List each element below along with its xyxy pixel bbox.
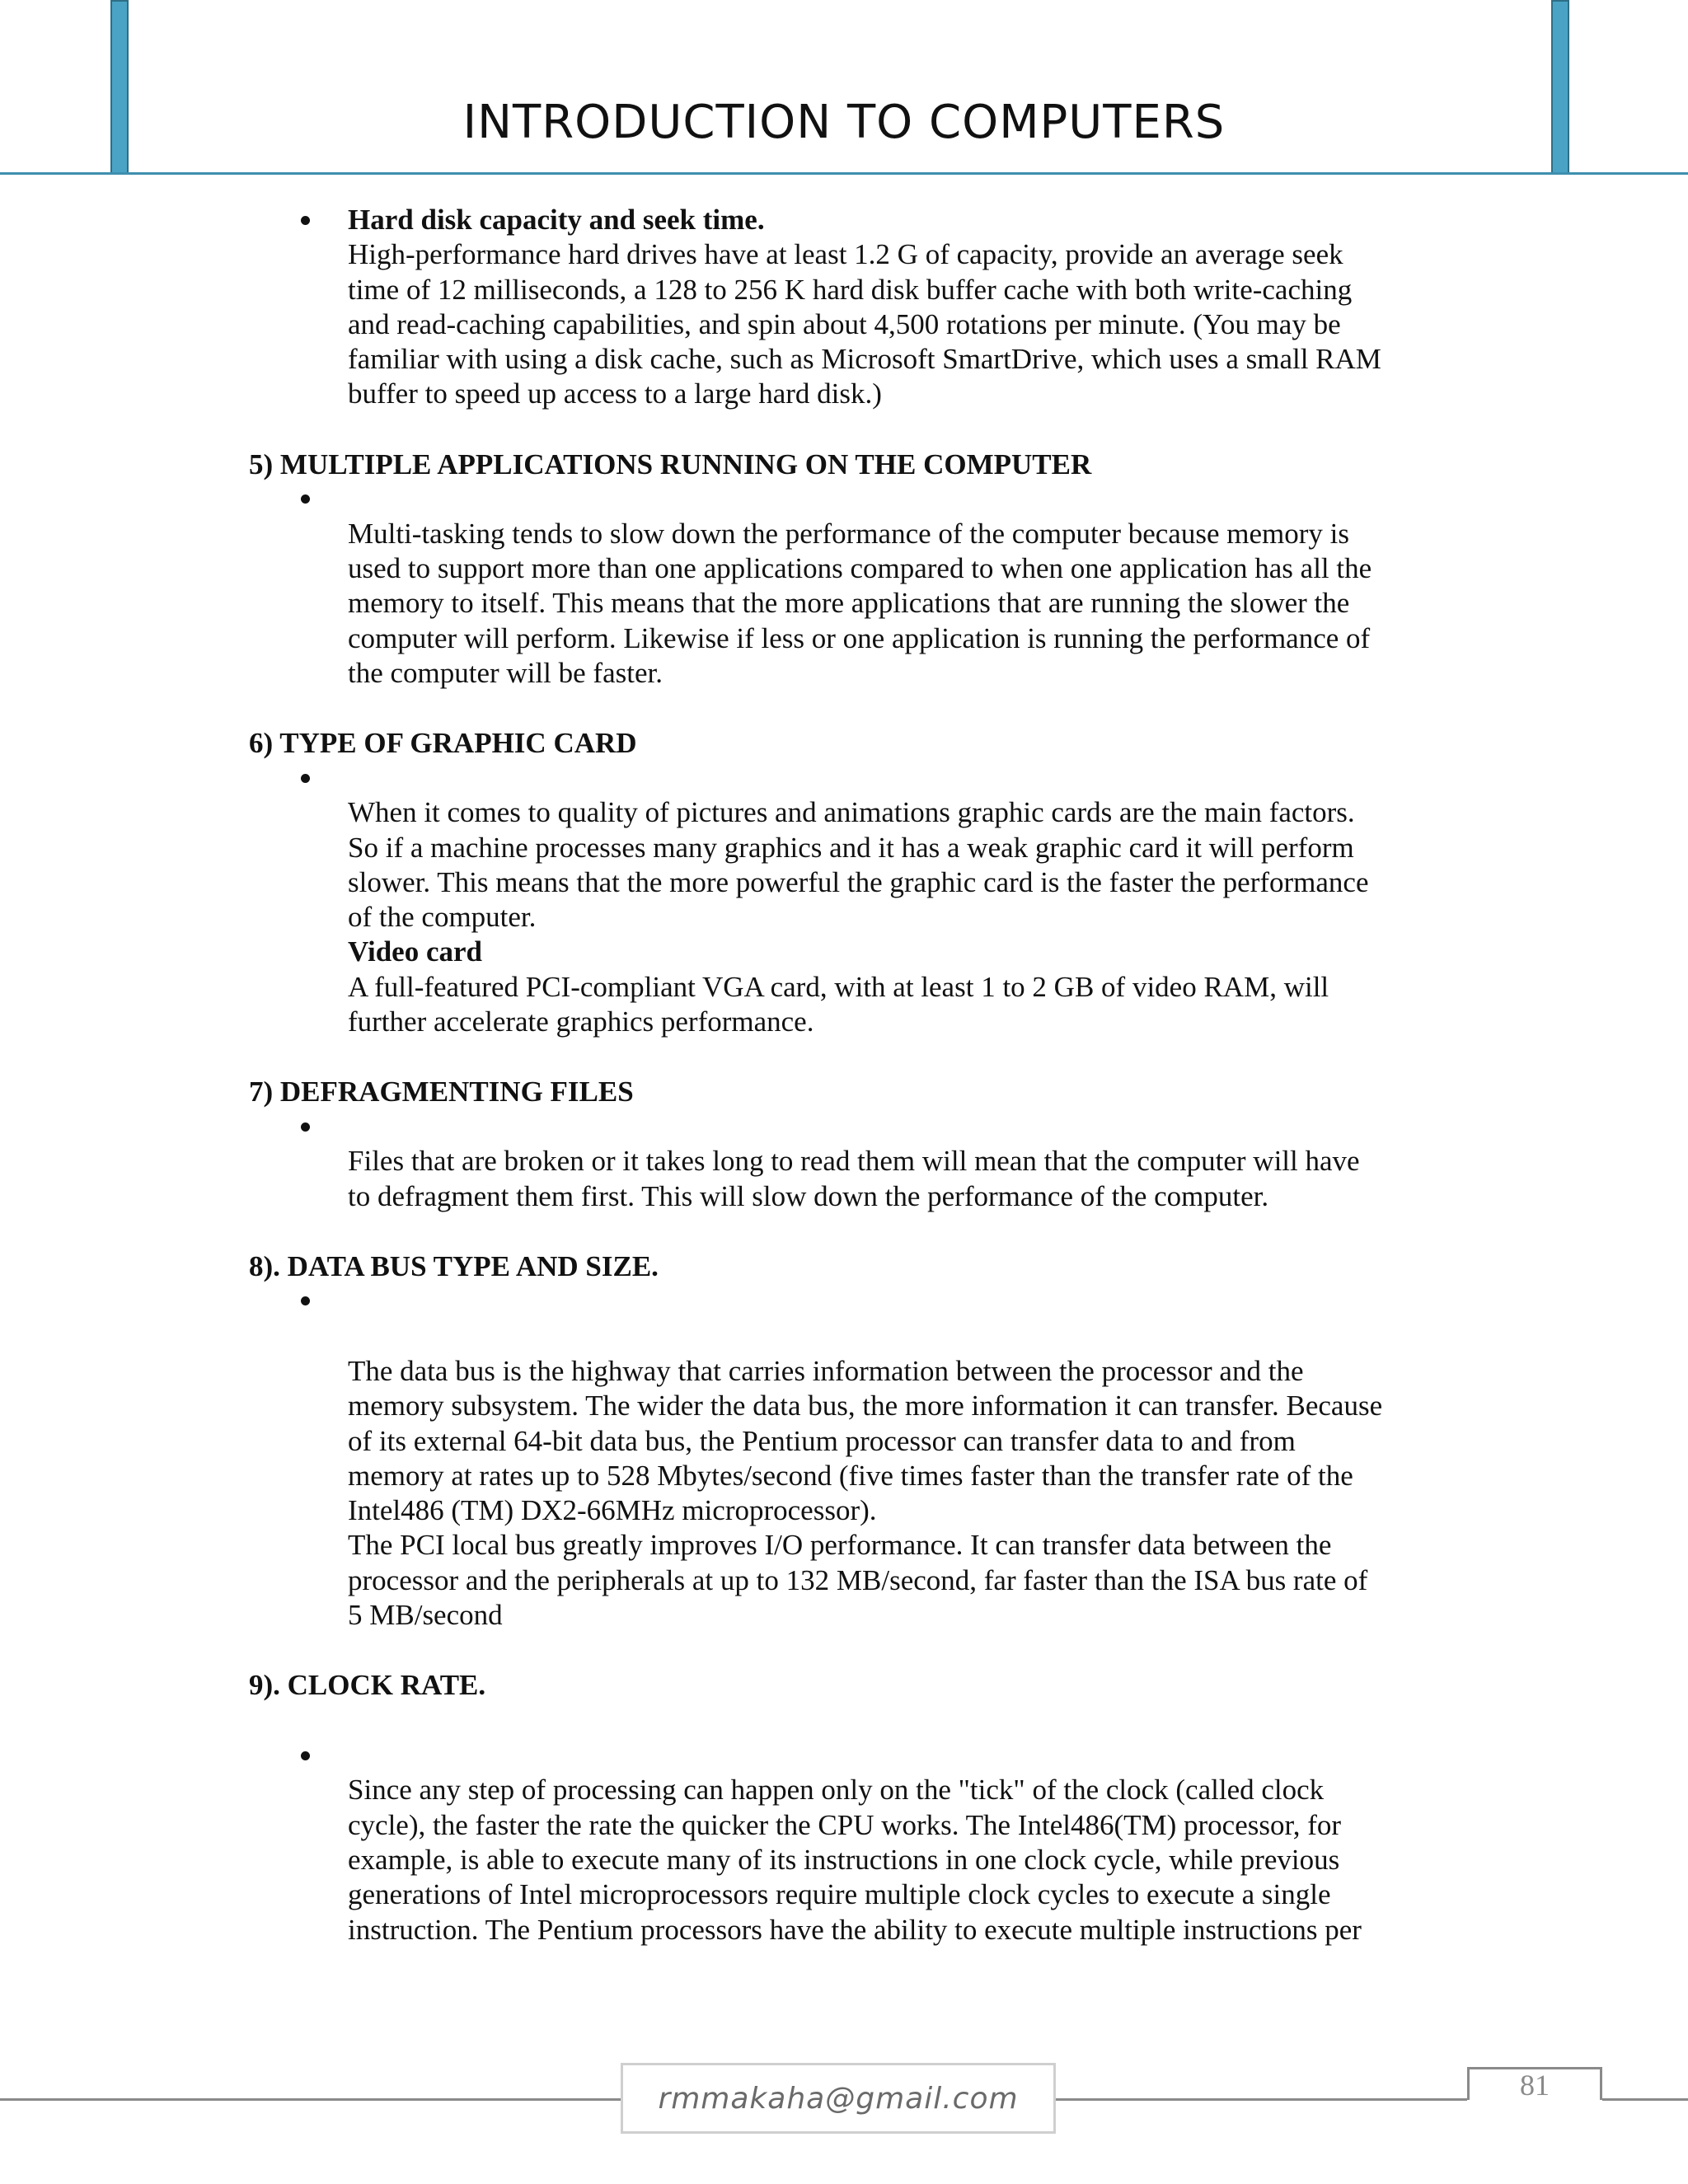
text-line: Intel486 (TM) DX2-66MHz microprocessor). — [348, 1494, 877, 1527]
page-number: 81 — [1520, 2069, 1550, 2102]
header-right-bar — [1551, 0, 1569, 175]
section-body — [348, 795, 1452, 1039]
page-content — [0, 203, 1688, 1947]
text-line: of its external 64-bit data bus, the Pentium processor can transfer data to and from — [348, 1424, 1296, 1457]
text-line: example, is able to execute many of its instructions in one clock cycle, while previous — [348, 1843, 1340, 1876]
list-item — [348, 761, 1452, 795]
text-line: slower. This means that the more powerful the graphic card is the faster the performance — [348, 865, 1369, 898]
section-heading: 5) MULTIPLE APPLICATIONS RUNNING ON THE COMPUTER — [249, 448, 1092, 480]
bullet-icon — [295, 761, 315, 795]
list-item — [348, 1284, 1452, 1319]
bullet-icon — [295, 1284, 315, 1319]
footer-rule-middle — [1056, 2098, 1467, 2101]
item-heading: Hard disk capacity and seek time. — [348, 204, 765, 236]
header-rule — [0, 172, 1688, 175]
page-title: INTRODUCTION TO COMPUTERS — [462, 96, 1226, 149]
text-line: The PCI local bus greatly improves I/O performance. It can transfer data between the — [348, 1529, 1332, 1562]
text-line: A full-featured PCI-compliant VGA card, with at least 1 to 2 GB of video RAM, will — [348, 970, 1329, 1003]
text-line: time of 12 milliseconds, a 128 to 256 K hard disk buffer cache with both write-caching — [348, 273, 1353, 306]
section-body — [348, 1354, 1452, 1633]
section-heading: 6) TYPE OF GRAPHIC CARD — [249, 727, 637, 760]
header-left-bar — [110, 0, 129, 175]
footer-rule-right — [1602, 2098, 1688, 2101]
text-line: further accelerate graphics performance. — [348, 1005, 814, 1038]
section-heading: 8). DATA BUS TYPE AND SIZE. — [249, 1249, 659, 1282]
section-heading: 7) DEFRAGMENTING FILES — [249, 1076, 634, 1108]
bullet-icon — [295, 482, 315, 517]
bullet-icon — [295, 1109, 315, 1144]
list-item — [348, 482, 1452, 517]
bullet-icon — [295, 1738, 315, 1773]
text-line: memory subsystem. The wider the data bus, the more information it can transfer. Because — [348, 1390, 1383, 1422]
text-line: familiar with using a disk cache, such as Microsoft SmartDrive, which uses a small RAM — [348, 343, 1381, 376]
list-item — [348, 1738, 1452, 1773]
text-line: 5 MB/second — [348, 1599, 503, 1632]
text-line: cycle), the faster the rate the quicker the CPU works. The Intel486(TM) processor, for — [348, 1808, 1342, 1841]
footer-rule-left — [0, 2098, 621, 2101]
list-item — [348, 1109, 1452, 1144]
footer-email: rmmakaha@gmail.com — [621, 2063, 1056, 2134]
text-line: Multi-tasking tends to slow down the performance of the computer because memory is — [348, 517, 1349, 550]
bullet-icon — [295, 203, 315, 237]
text-line: the computer will be faster. — [348, 656, 663, 689]
text-line: So if a machine processes many graphics and it has a weak graphic card it will perform — [348, 831, 1354, 864]
text-line: computer will perform. Likewise if less or one application is running the performance of — [348, 621, 1371, 654]
text-line: Since any step of processing can happen only on the "tick" of the clock (called clock — [348, 1774, 1325, 1807]
section-body — [348, 517, 1452, 691]
sub-heading: Video card — [348, 935, 482, 968]
text-line: of the computer. — [348, 901, 537, 934]
text-line: used to support more than one applications compared to when one application has all the — [348, 552, 1372, 585]
text-line: Files that are broken or it takes long to read them will mean that the computer will have — [348, 1145, 1360, 1178]
text-line: The data bus is the highway that carries information between the processor and the — [348, 1354, 1304, 1387]
text-line: and read-caching capabilities, and spin about 4,500 rotations per minute. (You may be — [348, 307, 1341, 340]
section-body — [348, 1144, 1452, 1214]
section-body — [348, 1773, 1452, 1947]
text-line: High-performance hard drives have at least 1.2 G of capacity, provide an average seek — [348, 238, 1343, 271]
text-line: buffer to speed up access to a large hard disk.) — [348, 377, 882, 410]
text-line: to defragment them first. This will slow down the performance of the computer. — [348, 1179, 1269, 1212]
text-line: memory at rates up to 528 Mbytes/second (five times faster than the transfer rate of the — [348, 1459, 1353, 1492]
text-line: instruction. The Pentium processors have the ability to execute multiple instructions per — [348, 1913, 1362, 1946]
list-item-hard-disk — [348, 203, 1452, 412]
section-heading: 9). CLOCK RATE. — [249, 1669, 486, 1702]
text-line: memory to itself. This means that the more applications that are running the slower the — [348, 587, 1350, 620]
text-line: processor and the peripherals at up to 132 MB/second, far faster than the ISA bus rate of — [348, 1563, 1368, 1596]
text-line: When it comes to quality of pictures and animations graphic cards are the main factors. — [348, 796, 1355, 829]
text-line: generations of Intel microprocessors require multiple clock cycles to execute a single — [348, 1878, 1331, 1911]
